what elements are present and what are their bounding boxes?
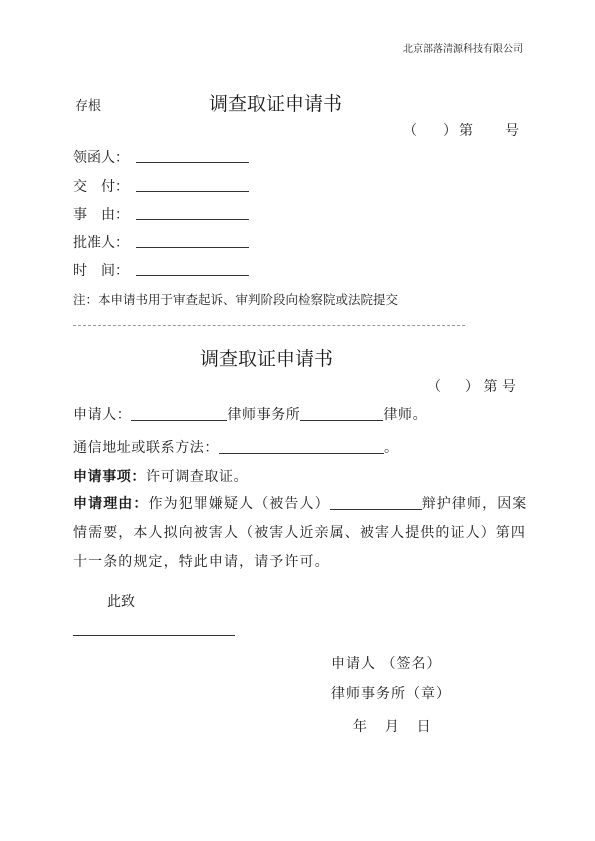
stub-field-time: 时 间： <box>73 260 133 280</box>
stub-title: 调查取证申请书 <box>209 93 343 115</box>
stub-field-reason: 事 由： <box>73 204 133 224</box>
stub-field-recipient: 领函人： <box>73 147 133 167</box>
stub-note: 注：本申请书用于审查起诉、审判阶段向检察院或法院提交 <box>73 292 399 307</box>
form-doc-number: （ ） 第 号 <box>427 379 516 395</box>
cut-line-divider <box>73 325 465 326</box>
signature-firm: 律师事务所（章） <box>331 686 451 702</box>
stub-doc-number: （ ） 第 号 <box>403 123 519 139</box>
addressee-blank[interactable] <box>73 635 235 636</box>
fill-line[interactable] <box>136 247 249 248</box>
stub-label: 存根 <box>75 99 102 114</box>
form-title: 调查取证申请书 <box>200 348 334 370</box>
applicant-blank[interactable] <box>131 406 227 421</box>
applicant-row: 申请人： 律师事务所 律师。 <box>73 407 428 423</box>
stub-field-delivered: 交 付： <box>73 176 133 196</box>
matter-row: 申请事项：许可调查取证。 <box>73 469 249 485</box>
fill-line[interactable] <box>136 275 249 276</box>
fill-line[interactable] <box>136 219 249 220</box>
contact-row: 通信地址或联系方法： 。 <box>73 440 399 456</box>
signature-date: 年 月 日 <box>353 719 431 735</box>
fill-line[interactable] <box>136 191 249 192</box>
fill-line[interactable] <box>136 162 249 163</box>
reason-paragraph: 申请理由：作为犯罪嫌疑人（被告人） 辩护律师，因案情需要，本人拟向被害人（被害人近亲属、被害人提供的证人）第四十一条的规定，特此申请，请予许可。 <box>73 496 528 570</box>
salutation: 此致 <box>107 594 135 610</box>
signature-applicant: 申请人 （签名） <box>331 656 442 672</box>
company-header: 北京部落清源科技有限公司 <box>403 44 523 55</box>
suspect-name-blank[interactable] <box>330 495 422 510</box>
lawyer-blank[interactable] <box>300 406 383 421</box>
stub-field-approver: 批准人： <box>73 232 133 252</box>
contact-blank[interactable] <box>219 439 384 454</box>
